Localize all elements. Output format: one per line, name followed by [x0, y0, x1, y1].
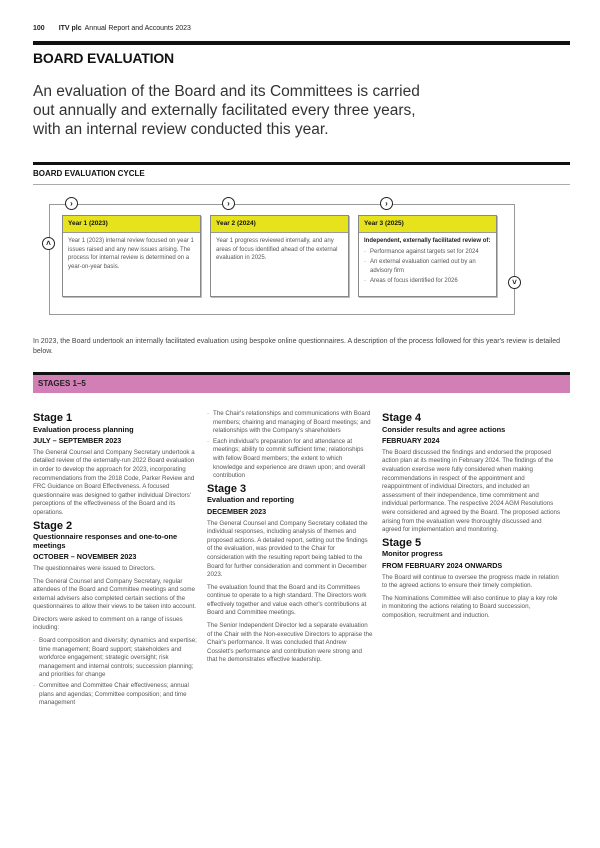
chevron-right-icon: ›: [222, 197, 235, 210]
list-item: · Committee and Committee Chair effectiveness; annual plans and agendas; Committee composition; and time management: [33, 682, 199, 708]
stage-period: FEBRUARY 2024: [382, 436, 440, 446]
cycle-heading: BOARD EVALUATION CYCLE: [33, 169, 570, 185]
page-number: 100: [33, 25, 45, 32]
paragraph: The General Counsel and Company Secretary undertook a detailed review of the externally-run 2022 Board evaluation in order to develop the approach for 2023, incorporating recommendations from the 2018 Code, Parker Review and FRC Guidance on Board Effectiveness. A focused questionnaire was designed to gather individual Directors' perceptions of the effectiveness of the Board and its operations.: [33, 448, 195, 516]
paragraph: The evaluation found that the Board and its Committees continue to operate to a high standard. The Directors work effectively together and value each other's contributions at Board and Committee meetings.: [207, 583, 367, 617]
stage-subtitle: Consider results and agree actions: [382, 424, 506, 434]
stage-title: Stage 1: [33, 412, 73, 424]
list-item: · Areas of focus identified for 2026: [364, 277, 491, 286]
stage-period: DECEMBER 2023: [207, 506, 267, 516]
stage-period: OCTOBER – NOVEMBER 2023: [33, 552, 137, 562]
column-1: [33, 412, 199, 712]
stages-heading: STAGES 1–5: [33, 372, 570, 393]
list-item: · Each individual's preparation for and attendance at meetings; ability to commit sufficient time; relationships with fellow Board members; the extent to which knowledge and experience are drawn upon; and overall contribution: [207, 438, 373, 481]
lead-text: An evaluation of the Board and its Committees is carried out annually and externally facilitated every three years, with an internal review conducted this year.: [33, 83, 420, 138]
stage-period: JULY – SEPTEMBER 2023: [33, 436, 122, 446]
card-text: Independent, externally facilitated review of:: [364, 238, 491, 244]
cycle-card-year-2: [210, 215, 349, 297]
paragraph: The Board will continue to oversee the progress made in relation to the agreed actions to ensure their timely completion.: [382, 573, 559, 590]
paragraph: The General Counsel and Company Secretary collated the individual responses, including analysis of themes and proposed actions. A detailed report, setting out the findings of the evaluation, was provided to the Chair for consideration with the resulting report being tabled to the Board for further consideration and comment in December 2023.: [207, 519, 368, 579]
stage-period: FROM FEBRUARY 2024 ONWARDS: [382, 560, 503, 570]
paragraph: The Nominations Committee will also continue to play a key role in monitoring the actions relating to Board succession, composition, recruitment and induction.: [382, 594, 558, 619]
chevron-up-icon: ˄: [42, 237, 55, 250]
chevron-right-icon: ›: [380, 197, 393, 210]
list-item: · An external evaluation carried out by an advisory firm: [364, 258, 491, 275]
paragraph: Directors were asked to comment on a range of issues including:: [33, 615, 183, 632]
card-title: Year 2 (2024): [211, 216, 348, 233]
divider: [33, 162, 570, 165]
stage-title: Stage 3: [207, 482, 247, 495]
chevron-down-icon: ˅: [508, 276, 521, 289]
stage-subtitle: Questionnaire responses and one-to-one meetings: [33, 532, 178, 550]
intro-text: In 2023, the Board undertook an internally facilitated evaluation using bespoke online questionnaires. A description of the process followed for this year's review is detailed below.: [33, 338, 561, 355]
list-item: · The Chair's relationships and communications with Board members; chairing and managing of Board meetings; and relationships with the Company's shareholders: [207, 410, 373, 436]
company-name: ITV plc: [58, 25, 82, 32]
card-title: Year 1 (2023): [63, 216, 200, 233]
card-text: Year 1 (2023) internal review focused on year 1 issues raised and any new issues arising. The process for internal review is determined on a year-on-year basis.: [68, 238, 194, 270]
paragraph: The General Counsel and Company Secretary, regular attendees of the Board and Committee meetings and some external advisers also completed certain sections of the questionnaires to allow their views to be taken into account.: [33, 577, 197, 611]
list-item: · Performance against targets set for 2024: [364, 248, 491, 257]
stage-title: Stage 4: [382, 412, 422, 424]
stage-title: Stage 5: [382, 536, 422, 549]
divider: [33, 41, 570, 45]
stage-subtitle: Evaluation process planning: [33, 424, 134, 434]
chevron-right-icon: ›: [65, 197, 78, 210]
stage-subtitle: Monitor progress: [382, 549, 443, 559]
card-text: Year 1 progress reviewed internally, and any areas of focus identified ahead of the external evaluation in 2025.: [216, 238, 338, 261]
column-2: [207, 410, 373, 669]
column-3: [382, 412, 562, 624]
list-item: · Board composition and diversity; dynamics and expertise; time management; Board support; stakeholders and workforce engagement; strategic oversight; risk management and internal controls; succession planning; and priorities for change: [33, 637, 199, 680]
stage-title: Stage 2: [33, 519, 73, 532]
paragraph: The questionnaires were issued to Directors.: [33, 564, 156, 572]
report-name: Annual Report and Accounts 2023: [84, 25, 191, 32]
card-title: Year 3 (2025): [359, 216, 496, 233]
running-header: [33, 25, 191, 32]
cycle-card-year-3: [358, 215, 497, 297]
stage-subtitle: Evaluation and reporting: [207, 495, 295, 505]
paragraph: The Board discussed the findings and endorsed the proposed action plan at its meeting in February 2024. The findings of the evaluation exercise were fully considered when making recommendations in respect of the appointment and reappointment of individual Directors, and included an assessment of their independence, time commitment and individual performance. The respective 2024 AGM Resolutions were considered and agreed by the Board. The proposed actions arising from the evaluation were thoroughly discussed and agreed for implementation and monitoring.: [382, 448, 561, 534]
page-title: BOARD EVALUATION: [33, 50, 174, 66]
paragraph: The Senior Independent Director led a separate evaluation of the Chair with the Non-executive Directors to appraise the Chair's performance. It was concluded that Andrew Cosslett's performance and contribution were strong and that he demonstrates effective leadership.: [207, 622, 373, 664]
cycle-card-year-1: [62, 215, 201, 297]
